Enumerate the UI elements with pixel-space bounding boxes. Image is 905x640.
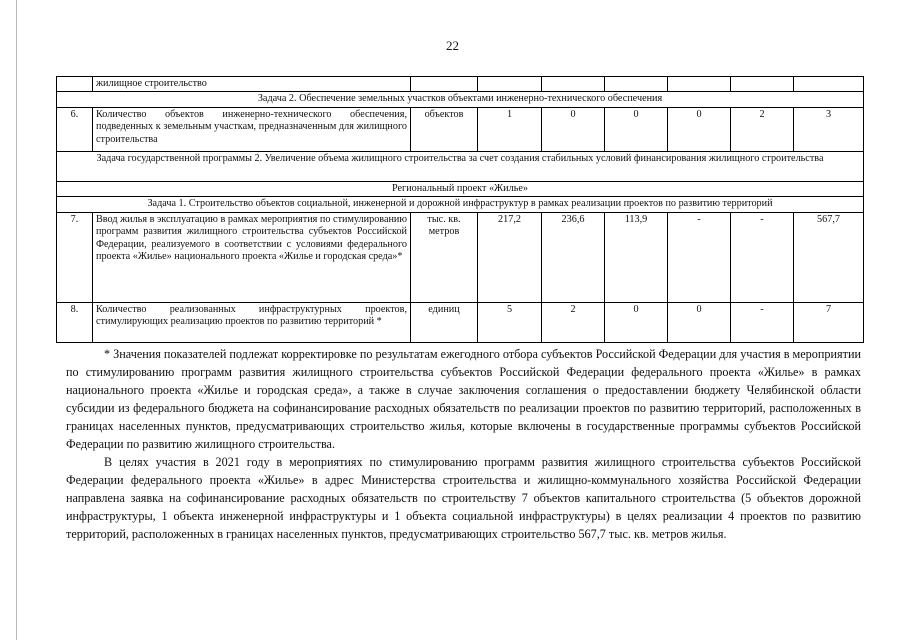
value-cell: 217,2 — [478, 212, 542, 302]
scan-margin-line — [16, 0, 17, 640]
unit-cell: единиц — [411, 302, 478, 342]
value-cell: 0 — [668, 302, 731, 342]
value-cell: 0 — [668, 107, 731, 151]
value-cell: 2 — [731, 107, 794, 151]
program-task-header: Задача государственной программы 2. Увеличение объема жилищного строительства за счет создания стабильных условий финансирования жилищного строительства — [57, 151, 864, 181]
task2-header: Задача 2. Обеспечение земельных участков объектами инженерно-технического обеспечения — [57, 92, 864, 107]
value-cell: - — [668, 212, 731, 302]
value-cell: 2 — [542, 302, 605, 342]
indicators-table — [56, 76, 864, 343]
value-cell — [731, 77, 794, 92]
value-cell: 5 — [478, 302, 542, 342]
value-cell — [542, 77, 605, 92]
table-row — [57, 212, 864, 302]
value-cell: 0 — [605, 107, 668, 151]
value-cell: 1 — [478, 107, 542, 151]
row-number-cell: 6. — [57, 107, 93, 151]
value-cell — [794, 77, 864, 92]
value-cell: 236,6 — [542, 212, 605, 302]
value-cell: - — [731, 212, 794, 302]
indicator-name-cell: жилищное строительство — [93, 77, 411, 92]
body-paragraph: В целях участия в 2021 году в мероприятиях по стимулированию программ развития жилищного строительства субъектов Российской Федерации федерального проекта «Жилье» в адрес Министерства строительства и жилищно-коммунального хозяйства Российской Федерации направлена заявка на софинансирование расходных обязательств по строительству 7 объектов капитального строительства (5 объектов дорожной инфраструктуры, 1 объекта инженерной инфраструктуры и 1 объекта социальной инфраструктуры) в целях реализации 4 проектов по развитию территорий, расположенных в границах населенных пунктов, предусматривающих строительство 567,7 тыс. кв. метров жилья. — [66, 455, 861, 541]
table-row — [57, 107, 864, 151]
row-number-cell — [57, 77, 93, 92]
value-cell: 113,9 — [605, 212, 668, 302]
task1-header: Задача 1. Строительство объектов социальной, инженерной и дорожной инфраструктур в рамках реализации проектов по развитию территорий — [57, 197, 864, 212]
regional-project-row — [57, 181, 864, 196]
value-cell: 7 — [794, 302, 864, 342]
value-cell: 3 — [794, 107, 864, 151]
notes-section — [66, 345, 861, 543]
indicator-name-cell: Количество реализованных инфраструктурных проектов, стимулирующих реализацию проектов по развитию территорий * — [93, 302, 411, 342]
footnote-paragraph: * Значения показателей подлежат корректировке по результатам ежегодного отбора субъектов Российской Федерации для участия в мероприятии по стимулированию программ развития жилищного строительства субъектов Российской Федерации федерального проекта «Жилье» в рамках национального проекта «Жилье и городская среда», а также в случае заключения соглашения о предоставлении бюджету Челябинской области субсидии из федерального бюджета на софинансирование расходных обязательств по реализации проектов по развитию территорий, расположенных в границах населенных пунктов, предусматривающих строительство жилья, которые включены в государственные программы субъектов Российской Федерации по развитию жилищного строительства. — [66, 347, 861, 451]
page-number: 22 — [446, 38, 459, 53]
regional-project-header: Региональный проект «Жилье» — [57, 181, 864, 196]
unit-cell: тыс. кв. метров — [411, 212, 478, 302]
value-cell: 0 — [542, 107, 605, 151]
indicator-name-cell: Количество объектов инженерно-технического обеспечения, подведенных к земельным участкам, предназначенным для жилищного строительства — [93, 107, 411, 151]
task-header-row — [57, 92, 864, 107]
row-number-cell: 7. — [57, 212, 93, 302]
program-task-header-row — [57, 151, 864, 181]
task-header-row — [57, 197, 864, 212]
unit-cell: объектов — [411, 107, 478, 151]
row-number-cell: 8. — [57, 302, 93, 342]
value-cell: - — [731, 302, 794, 342]
table-row — [57, 302, 864, 342]
value-cell — [605, 77, 668, 92]
value-cell: 567,7 — [794, 212, 864, 302]
value-cell — [478, 77, 542, 92]
value-cell: 0 — [605, 302, 668, 342]
unit-cell — [411, 77, 478, 92]
indicator-name-cell: Ввод жилья в эксплуатацию в рамках мероприятия по стимулированию программ развития жилищного строительства субъектов Российской Федерации, реализуемого в соответствии с условиями федерального проекта «Жилье» национального проекта «Жилье и городская среда»* — [93, 212, 411, 302]
value-cell — [668, 77, 731, 92]
table-row — [57, 77, 864, 92]
